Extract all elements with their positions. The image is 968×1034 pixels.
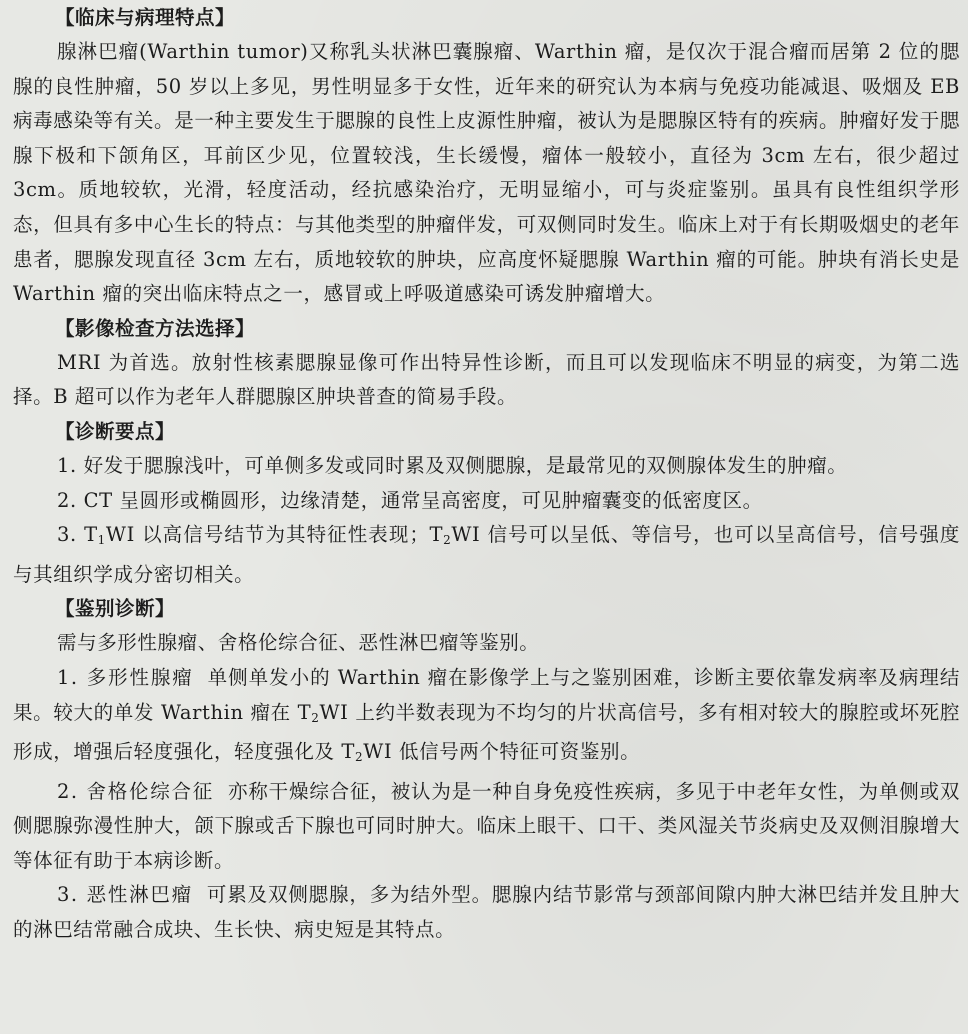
- heading-diagnosis: 【诊断要点】: [55, 419, 176, 443]
- section-clinical: [13, 1, 960, 312]
- diagnosis-item-2: 2. CT 呈圆形或椭圆形，边缘清楚，通常呈高密度，可见肿瘤囊变的低密度区。: [57, 488, 763, 512]
- diagnosis-item-3: 3. $T_1WI$ 以高信号结节为其特征性表现；$T_2WI$ 信号可以呈低、等信号，也可以呈高信号，信号强度与其组织学成分密切相关。: [13, 523, 960, 586]
- subscript: 2: [443, 533, 452, 548]
- differential-item-2: 2. 舍格伦综合征 亦称干燥综合征，被认为是一种自身免疫性疾病，多见于中老年女性，为单侧或双侧腮腺弥漫性肿大，颌下腺或舌下腺也可同时肿大。临床上眼干、口干、类风湿关节炎病史及双侧泪腺增大等体征有助于本病诊断。: [13, 779, 960, 872]
- paragraph-clinical: 腺淋巴瘤(Warthin tumor)又称乳头状淋巴囊腺瘤、Warthin 瘤，是仅次于混合瘤而居第 2 位的腮腺的良性肿瘤，50 岁以上多见，男性明显多于女性，近年来的研究认为本病与免疫功能减退、吸烟及 EB 病毒感染等有关。是一种主要发生于腮腺的良性上皮源性肿瘤，被认为是腮腺区特有的疾病。肿瘤好发于腮腺下极和下颌角区，耳前区少见，位置较浅，生长缓慢，瘤体一般较小，直径为 3cm 左右，很少超过 3cm。质地较软，光滑，轻度活动，经抗感染治疗，无明显缩小，可与炎症鉴别。虽具有良性组织学形态，但具有多中心生长的特点：与其他类型的肿瘤伴发，可双侧同时发生。临床上对于有长期吸烟史的老年患者，腮腺发现直径 3cm 左右，质地较软的肿块，应高度怀疑腮腺 Warthin 瘤的可能。肿块有消长史是 Warthin 瘤的突出临床特点之一，感冒或上呼吸道感染可诱发肿瘤增大。: [13, 40, 960, 306]
- section-diagnosis: [13, 415, 960, 592]
- subscript: 1: [97, 533, 106, 548]
- heading-clinical: 【临床与病理特点】: [55, 6, 236, 29]
- differential-item-3: 3. 恶性淋巴瘤 可累及双侧腮腺，多为结外型。腮腺内结节影常与颈部间隙内肿大淋巴结并发且肿大的淋巴结常融合成块、生长快、病史短是其特点。: [13, 883, 960, 942]
- heading-differential: 【鉴别诊断】: [55, 597, 176, 621]
- subscript: 2: [311, 710, 320, 725]
- paragraph-imaging: MRI 为首选。放射性核素腮腺显像可作出特异性诊断，而且可以发现临床不明显的病变，为第二选择。B 超可以作为老年人群腮腺区肿块普查的简易手段。: [13, 350, 960, 409]
- item-title: 2. 舍格伦综合征: [57, 779, 214, 803]
- diagnosis-item-1: 1. 好发于腮腺浅叶，可单侧多发或同时累及双侧腮腺，是最常见的双侧腺体发生的肿瘤。: [57, 453, 848, 477]
- section-differential: [13, 592, 960, 947]
- section-imaging: [13, 312, 960, 415]
- subscript: 2: [355, 750, 364, 765]
- item-title: 1. 多形性腺瘤: [57, 665, 194, 689]
- differential-item-1: 1. 多形性腺瘤 单侧单发小的 Warthin 瘤在影像学上与之鉴别困难，诊断主要依靠发病率及病理结果。较大的单发 Warthin 瘤在 $T_2WI$ 上约半数表现为不均匀的片状高信号，多有相对较大的腺腔或坏死腔形成，增强后轻度强化，轻度强化及 $T_2WI$ 低信号两个特征可资鉴别。: [13, 665, 961, 765]
- heading-imaging: 【影像检查方法选择】: [55, 316, 256, 340]
- differential-intro: 需与多形性腺瘤、舍格伦综合征、恶性淋巴瘤等鉴别。: [57, 631, 540, 655]
- item-title: 3. 恶性淋巴瘤: [57, 883, 193, 907]
